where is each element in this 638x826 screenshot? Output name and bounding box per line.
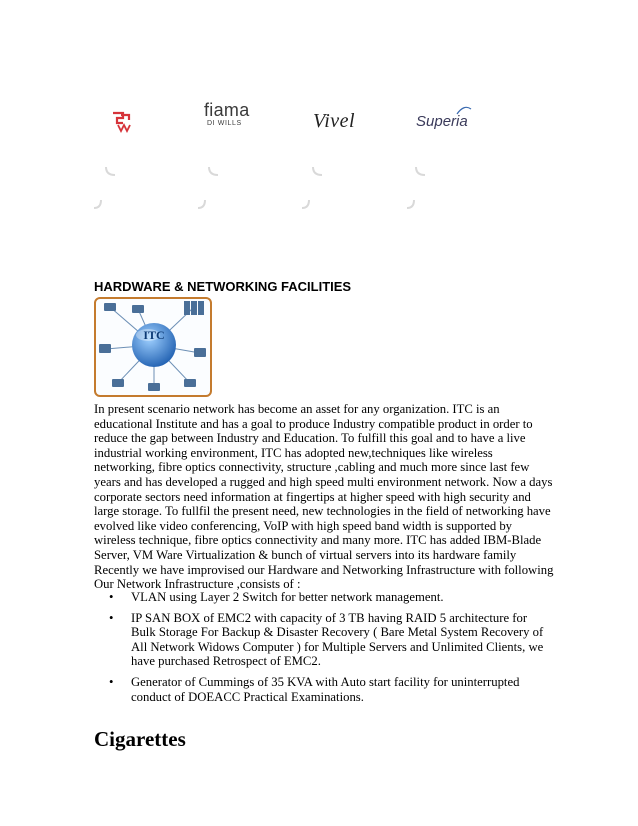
- loading-spinner-icon: [310, 165, 324, 177]
- facilities-list: [94, 590, 554, 710]
- wills-logo: [110, 108, 136, 134]
- network-diagram-image: [94, 297, 212, 397]
- facilities-paragraph: In present scenario network has become an asset for any organization. ITC is an educational Institute and has a goal to produce Industry compatible product in order to reduce the gap between Industry and Education. To fulfill this goal and to have a live industrial working environment, ITC has adopted new,techniques like wireless networking, fibre optics connectivity, structure ,cabling and much more since last few years and has developed a rugged and high speed multi environment network. Now a days corporate sectors need information at fingertips at higher speed with high security and large storage. To fullfil the present need, new technologies in the field of networking have evolved like video conferencing, VoIP with high speed band width is supported by wireless technique, fibre optics connectivity and many more. ITC has added IBM-Blade Server, VM Ware Virtualization & bunch of virtual servers into its hardware family Recently we have improvised our Hardware and Networking Infrastructure with following Our Network Infrastructure ,consists of :: [94, 402, 554, 592]
- loading-spinner-icon: [103, 165, 117, 177]
- superia-logo: [416, 108, 468, 134]
- fiama-logo-sub: DI WILLS: [207, 120, 242, 127]
- bullet-icon: •: [109, 674, 114, 689]
- fiama-logo-name: fiama: [204, 100, 250, 120]
- bullet-icon: •: [109, 590, 114, 604]
- list-item-text: Generator of Cummings of 35 KVA with Auto start facility for uninterrupted conduct of DOEACC Practical Examinations.: [131, 674, 520, 704]
- bullet-icon: •: [109, 610, 114, 625]
- wills-logo-mark: [110, 109, 136, 133]
- list-item: [94, 611, 554, 669]
- loading-spinner-icon: [405, 198, 417, 210]
- loading-spinner-icon: [413, 165, 427, 177]
- superia-logo-name: Superia: [416, 112, 468, 130]
- list-item: [94, 675, 554, 704]
- fiama-logo: [204, 101, 250, 127]
- section-title: Cigarettes: [94, 727, 186, 751]
- loading-spinner-icon: [300, 198, 312, 210]
- list-item-text: VLAN using Layer 2 Switch for better network management.: [131, 590, 444, 604]
- superia-swoosh-icon: [456, 106, 472, 116]
- loading-spinner-icon: [206, 165, 220, 177]
- list-item: [94, 590, 554, 605]
- loading-spinner-icon: [196, 198, 208, 210]
- facilities-heading: HARDWARE & NETWORKING FACILITIES: [94, 279, 352, 294]
- vivel-logo-name: Vivel: [313, 109, 356, 132]
- vivel-logo: [313, 108, 355, 134]
- loading-spinner-icon: [92, 198, 104, 210]
- network-diagram-illustration: [96, 299, 210, 395]
- list-item-text: IP SAN BOX of EMC2 with capacity of 3 TB having RAID 5 architecture for Bulk Storage For Backup & Disaster Recovery ( Bare Metal System Recovery of All Network Widows Computer ) for Multiple Servers and Unlimited Clients, we have purchased Retrospect of EMC2.: [131, 610, 544, 669]
- network-diagram-label: ITC: [143, 328, 165, 342]
